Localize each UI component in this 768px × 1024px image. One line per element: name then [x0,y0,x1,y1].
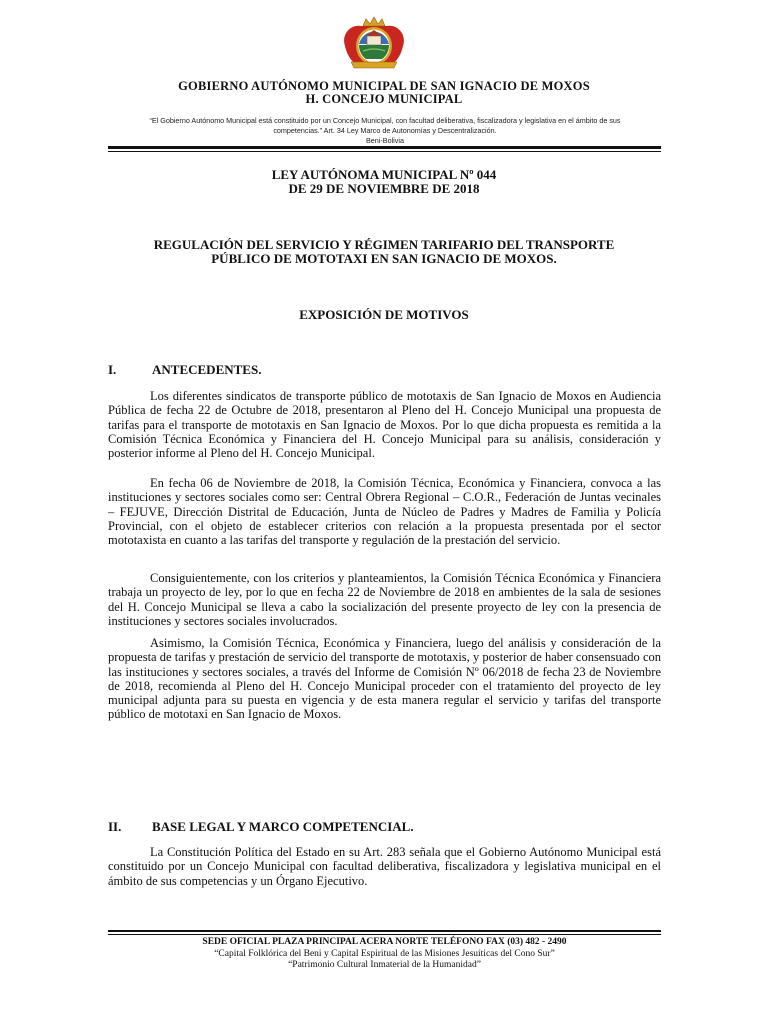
law-date: DE 29 DE NOVIEMBRE DE 2018 [288,181,480,196]
organization-title: GOBIERNO AUTÓNOMO MUNICIPAL DE SAN IGNACIO DE MOXOS [178,79,590,93]
paragraph: Consiguientemente, con los criterios y planteamientos, la Comisión Técnica Económica y Financiera trabaja un proyecto de ley, por lo que en fecha 22 de Noviembre de 2018 en ambientes de la sala de sesiones del H. Concejo Municipal se lleva a cabo la socialización del presente proyecto de ley con la presencia de instituciones y sectores sociales involucrados. [108,571,661,628]
paragraph: Asimismo, la Comisión Técnica, Económica y Financiera, luego del análisis y consideración de la propuesta de tarifas y prestación de servicio del transporte de mototaxis, y posterior de haber consensuado con las instituciones y sectores sociales, a través del Informe de Comisión Nº 06/2018 de fecha 23 de Noviembre de 2018, recomienda al Pleno del H. Concejo Municipal proceder con el tratamiento del proyecto de ley municipal adjunta para su puesta en vigencia y de esta manera regular el servicio y tarifas del transporte público de mototaxi en San Ignacio de Moxos. [108,636,661,722]
footer-slogan-2: “Patrimonio Cultural Inmaterial de la Humanidad” [288,960,481,970]
legal-motto-line-1: “El Gobierno Autónomo Municipal está constituido por un Concejo Municipal, con facultad deliberativa, fiscalizadora y legislativa en el ámbito de sus [149,116,621,125]
paragraph: La Constitución Política del Estado en su Art. 283 señala que el Gobierno Autónomo Municipal está constituido por un Concejo Municipal con facultad deliberativa, fiscalizadora y legislativa municipal en el ámbito de sus competencias y un Órgano Ejecutivo. [108,845,661,888]
section-number: I. [108,362,117,377]
footer-slogan-1: “Capital Folklórica del Beni y Capital Espiritual de las Misiones Jesuíticas del Cono Sur” [214,949,555,959]
law-title-line-2: PÚBLICO DE MOTOTAXI EN SAN IGNACIO DE MOXOS. [211,251,557,266]
section-heading-antecedentes [108,362,261,378]
legal-motto-line-2: competencias.” Art. 34 Ley Marco de Autonomías y Descentralización. [273,126,497,135]
coat-of-arms-icon [339,16,409,74]
section-title: BASE LEGAL Y MARCO COMPETENCIAL. [152,819,414,834]
law-title-line-1: REGULACIÓN DEL SERVICIO Y RÉGIMEN TARIFARIO DEL TRANSPORTE [153,237,615,252]
section-number: II. [108,819,122,834]
footer-address: SEDE OFICIAL PLAZA PRINCIPAL ACERA NORTE TELÉFONO FAX (03) 482 - 2490 [202,937,567,947]
section-title: ANTECEDENTES. [152,362,262,377]
council-title: H. CONCEJO MUNICIPAL [305,92,463,106]
paragraph: Los diferentes sindicatos de transporte público de mototaxis de San Ignacio de Moxos en Audiencia Pública de fecha 22 de Octubre de 2018, presentaron al Pleno del H. Concejo Municipal una propuesta de tarifas para el transporte de mototaxis en San Ignacio de Moxos. Por lo que dicha propuesta es remitida a la Comisión Técnica Económica y Financiera del H. Concejo Municipal para su análisis, consideración y posterior informe al Pleno del H. Concejo Municipal. [108,389,661,461]
location-line: Beni-Bolivia [366,136,404,145]
footer-divider-thick [108,930,661,932]
exposition-heading: EXPOSICIÓN DE MOTIVOS [299,307,469,322]
header-divider-thin [108,151,661,152]
law-number: LEY AUTÓNOMA MUNICIPAL Nº 044 [271,167,497,182]
paragraph: En fecha 06 de Noviembre de 2018, la Comisión Técnica, Económica y Financiera, convoca a las instituciones y sectores sociales como ser: Central Obrera Regional – C.O.R., Federación de Juntas vecinales – FEJUVE, Dirección Distrital de Educación, Junta de Núcleo de Padres y Madres de Familia y Policía Provincial, con el objeto de establecer criterios con relación a la propuesta presentada por el sector mototaxista en cuanto a las tarifas del transporte y regulación de la prestación del servicio. [108,476,661,548]
section-heading-base-legal [108,819,414,835]
footer-divider-thin [108,934,661,935]
header-divider-thick [108,146,661,149]
